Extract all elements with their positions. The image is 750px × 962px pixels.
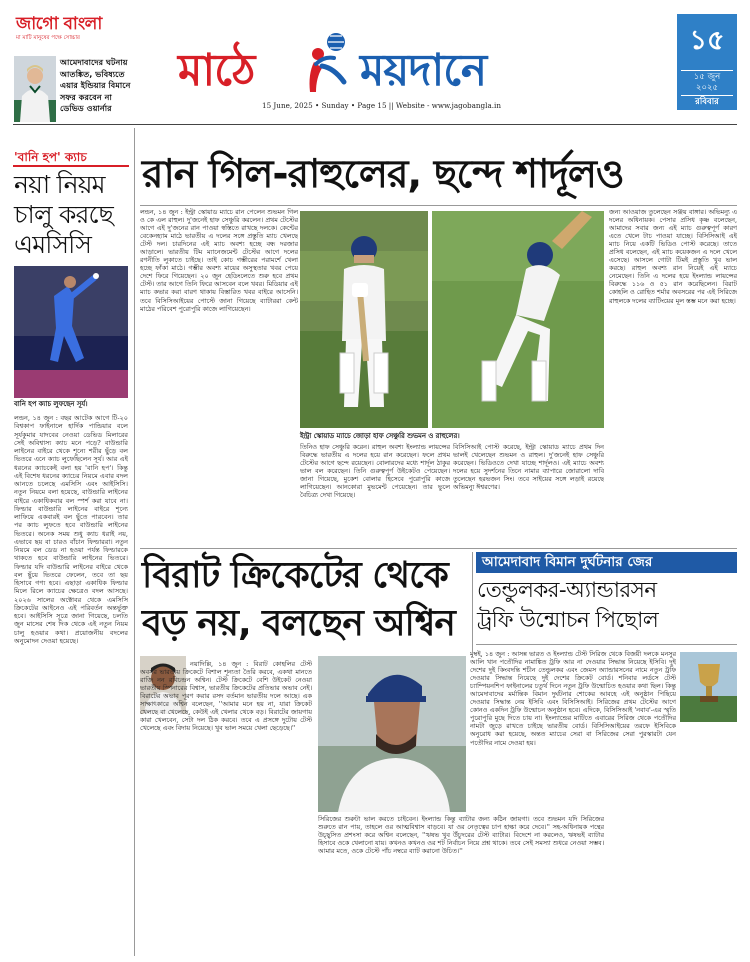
- kohli-photo: [318, 656, 466, 812]
- warner-photo: [14, 56, 56, 122]
- lead-col-photo-right: বিসিসিআই পোস্ট করেছে, ইন্ট্রা স্কোয়াড ম্যাচে প্রথম দিন ভালই খেলেছেন শুভমন ও রাহুল। দু'জনেই হাফ সেঞ্চুরি করেছেন। ভিডিওতে দেখা যাচ্ছে শার্দূলও। এই ম্যাচে অবশ্য দলের হয়ে সুদর্শনের তিনে নামার ব্যাপারে জোরালো দাবি তুলেছেন হরভজন সিং। তবে সাইয়ের সঙ্গে লড়াই রয়েছে অভিমন্যু ঈশ্বরণের।: [453, 443, 604, 492]
- third-kicker: [476, 552, 737, 573]
- surya-photo: [14, 266, 128, 398]
- third-headline-line1[interactable]: তেন্ডুলকর-অ্যান্ডারসন: [477, 578, 657, 603]
- date-line: 15 June, 2025 • Sunday • Page 15 || Website - www.jagobangla.in: [262, 101, 501, 110]
- lead-col1: লন্ডন, ১৪ জুন : ইন্ট্রা স্কোয়াড ম্যাচে রান পেলেন শুভমন গিল ও কে এল রাহুল। দু'জনেই হাফ সেঞ্চুরি করলেন। প্রথম টেস্টের আগে এই দু'জনের রান পাওয়া স্বস্তিতে রাখছে দলকে। কেন্টের বেকেনহ্যাম মাঠে ভারতীয় এ দলের সঙ্গে প্রস্তুতি ম্যাচ খেলছে টেস্ট দল। চারদিনের এই ম্যাচ অবশ্য হচ্ছে বন্ধ দরজার আড়ালে। ভারতীয় টিম ম্যানেজমেন্ট টেস্টের আগে দলের রণনীতি লুকাতে চাইছে। তাই কোচ গম্ভীরের পরামর্শে খেলা হচ্ছে ফাঁকা মাঠে। গম্ভীর অবশ্য মায়ের অসুস্থতার খবর পেয়ে দেশে ফিরে গিয়েছেন। ২০ জুন হেডিংলেতে শুরু হবে প্রথম টেস্ট। তার আগে তিনি ফিরে আসবেন বলে খবর। মিডিয়ার এই ম্যাচ কভার করা বারণ থাকায় বিস্তারিত খবর বাইরে আসেনি। তবে বিসিসিআইয়ের পোস্টে জানা গিয়েছে ব্যাটাররা কেন্ট মাঠের পরিবেশ পুরোপুরি কাজে লাগিয়েছেন।: [140, 208, 298, 313]
- second-headline-line2[interactable]: বড় নয়, বলছেন অশ্বিন: [142, 603, 455, 644]
- gill-photo: [300, 211, 428, 428]
- badge-date: ১৫ জুন ২০২৫: [693, 72, 721, 93]
- teaser-text[interactable]: আমেদাবাদের ঘটনায় আতঙ্কিত, ভবিষ্যতে এয়ার ইন্ডিয়ার বিমানে সফর করবেন না ডেভিড ওয়ার্নার: [60, 57, 131, 113]
- sidebar-headline[interactable]: নয়া নিয়ম চালু করছে এমসিসি: [14, 170, 113, 259]
- brand-logo-text: জাগো বাংলা: [16, 14, 102, 34]
- second-body-col1: নয়াদিল্লি, ১৪ জুন : বিরাট কোহলির টেস্ট অবসর ভারতীয় ক্রিকেটে বিশাল শূন্যতা তৈরি করবে, একথা মানতে রাজি নন রবিচন্দ্রন অশ্বিন। টেস্ট ক্রিকেটে বেশি উইকেট নেওয়া ভারতীয় স্পিনারের বিশ্বাস, ভারতীয় ক্রিকেটের প্রতিভার অভাব নেই। বিরাটের অভাব পূরণ করার রসদ বর্তমান ভারতীয় দলে আছে। এক সাক্ষাৎকারে অশ্বিন বলেছেন, ''আমার মনে হয় না, যারা ক্রিকেট খেলছে বা খেলেছে, কেউই এই খেলার থেকে বড়। বিরাটের জায়গায় কারা খেলবেন, সেটা দল ঠিক করবে। তবে এ প্রসঙ্গে দুটোয় টেস্ট খেলেছে এবং বিদায় নিয়েছে। খুব ভাল সময়ে খেলা ছেড়েছে।'': [140, 660, 312, 733]
- sidebar-kicker: 'বানি হপ' ক্যাচ: [14, 150, 87, 164]
- lead-col3: জন্য আওয়াজ তুলেছেন সঞ্জয় বাঙ্গার। অভিমন্যু এ দলের অধিনায়ক। পেসার প্রসিধ কৃষ্ণ বলেছেন, আমাদের সবার জন্য এই ম্যাচ গুরুত্বপূর্ণ কারণ এতে খেলে টাচ পাওয়া যাচ্ছে। বিসিসিআই এই ম্যাচ নিয়ে একটি ভিডিও পোস্ট করেছে। তাতে প্রসিধ বলেছেন, এই ম্যাচ কয়েকজন এ দলে খেলে এসেছে। আসলে গোটা টিমই প্রস্তুতি খুব ভাল করছে। রাহুল অবশ্য রান নিয়েই এই ম্যাচে নেমেছেন। তিনি এ দলের হয়ে ইংল্যান্ড লায়ন্সের বিরুদ্ধে ১১৬ ও ৫১ রান করেছিলেন। বিরাট কোহলি ও রোহিত শর্মার অবসরের পর এই সিরিজে রাহুলকে দলের ব্যাটিংয়ের মূল স্তম্ভ মনে করা হচ্ছে।: [609, 208, 737, 305]
- third-kicker-text: আমেদাবাদ বিমান দুর্ঘটনার জের: [482, 554, 653, 570]
- lead-photo-caption: ইন্ট্রা স্কোয়াড ম্যাচে জোড়া হাফ সেঞ্চুরি শুভমন ও রাহুলের।: [300, 432, 460, 440]
- badge-day: রবিবার: [695, 97, 719, 107]
- rahul-photo: [432, 211, 604, 428]
- football-player-icon: [300, 32, 356, 98]
- masthead-title-right: ময়দানে: [360, 45, 487, 96]
- sidebar-photo-caption: বানি হপ ক্যাচ লুফছেন সূর্য।: [14, 400, 88, 408]
- page-badge: [677, 14, 737, 110]
- second-headline-line1[interactable]: বিরাট ক্রিকেটের থেকে: [142, 555, 448, 596]
- sidebar-body: লন্ডন, ১৪ জুন : বছর আটেক আগে টি-২০ বিশ্বকাপ ফাইনালে হার্দিক পান্ডিয়ার বলে সূর্যকুমার যাদবের নেওয়া ডেভিড মিলারের সেই অবিশ্বাস্য ক্যাচ মনে পড়ে? বাউন্ডারি লাইনের বাইরে থেকে শূন্যে শরীর ছুঁড়ে বল ভিতরে এনে ক্যাচ লুফেছিলেন সূর্য। আর এই ধরনের ক্যাচকেই বলা হয় 'বানি হপ'। কিন্তু এই বিশেষ ধরনের ক্যাচের নিয়মে এবার বদল আনতে চলেছে এমসিসি এবং আইসিসি। নতুন নিয়মে বলা হয়েছে, বাউন্ডারি লাইনের বাইরে একাধিকবার বল স্পর্শ করা যাবে না। ফিল্ডার বাউন্ডারি লাইনের বাইরে শূন্যে লাফিয়ে একবারই বল ছুঁতে পারবেন। তার পর ক্যাচ লুফতে হবে বাউন্ডারি লাইনের ভিতরে। অনেক সময় শুধু ক্যাচ ধরাই নয়, এভাবে ছয় বা চারও বাঁচান ফিল্ডাররা। নতুন নিয়মে বল ডেড না হওয়া পর্যন্ত ফিল্ডারকে থাকতে হবে বাউন্ডারি লাইনের ভিতরে। ফিল্ডার যদি বাউন্ডারি লাইনের বাইরে থেকে বল ছুঁয়ে ভিতরে ফেলেন, তবে তা ছয় হিসাবে গণ্য হবে। এছাড়া একাধিক ফিল্ডার মিলে রিলে ক্যাচের ক্ষেত্রেও বদল আসছে। ২০২৬ সালের অক্টোবর থেকে এমসিসি ক্রিকেটের আইনেও এই পরিবর্তন অন্তর্ভুক্ত হবে। আইসিসি সূত্রে জানা গিয়েছে, চলতি জুন মাসের শেষ দিক থেকে এই নতুন নিয়ম চালু হওয়ার কথা। প্রয়োজনীয় বদলের অনুমোদন দেওয়া হয়েছে।: [14, 414, 128, 645]
- third-headline-line2[interactable]: ট্রফি উন্মোচন পিছোল: [477, 608, 659, 633]
- brand-tagline: মা মাটি মানুষের পক্ষে সোচ্চার: [16, 35, 80, 41]
- masthead-title-left: মাঠে: [178, 45, 255, 96]
- third-body: মুম্বই, ১৪ জুন : আসন্ন ভারত ও ইংল্যান্ড টেস্ট সিরিজ থেকে বিজয়ী দলকে মনসুর আলি খান পতৌদির নামাঙ্কিত ট্রফি আর না দেওয়ার সিদ্ধান্ত নিয়েছে ইসিবি। দুই দেশের দুই কিংবদন্তি শচীন তেন্ডুলকর এবং জেমস অ্যান্ডারসনের নামে নতুন ট্রফি দেওয়ার সিদ্ধান্ত নিয়েছে দুই দেশের ক্রিকেট বোর্ড। শনিবার লর্ডসে টেস্ট চ্যাম্পিয়নশিপ ফাইনালের চতুর্থ দিনে নতুন ট্রফি উন্মোচিত হওয়ার কথা ছিল। কিন্তু আমেদাবাদের মর্মান্তিক বিমান দুর্ঘটনার শোকের আবহে এই অনুষ্ঠান পিছিয়ে দেওয়ার সিদ্ধান্ত নেয় ইসিবি এবং বিসিসিআই। সিরিজের প্রথম টেস্টের আগে কোনও একদিন ট্রফি উন্মোচন অনুষ্ঠান হবে। এদিকে, বিসিসিআই 'নবাব'-এর স্মৃতি পুরোপুরি মুছে দিতে চায় না। ইংল্যান্ডের মাটিতে এবারের সিরিজ থেকে পতৌদির নামটা জুড়ে রাখতে চাইছে ভারতীয় বোর্ড। বিসিসিআইয়ের তরফে ইসিবিকে অনুরোধ করা হয়েছে, অন্তত ম্যাচের সেরা বা সিরিজের সেরা পুরস্কারটা যেন পতৌদির নামে দেওয়া হয়।: [470, 650, 676, 747]
- lead-headline[interactable]: রান গিল-রাহুলের, ছন্দে শার্দূলও: [142, 152, 624, 197]
- trophy-photo: [680, 652, 737, 722]
- second-body-col2: সিরিজের শুরুটা ভাল করতে চাইবেন। ইংল্যান্ড কিন্তু ব্যাটার জন্য কঠিন জায়গা। তবে শুভমন যদি সিরিজের শুরুতে রান পায়, তাহলে ওর আত্মবিশ্বাস বাড়বে। যা ওর নেতৃত্বের চাপ হাল্কা করে দেবে।'' সহ-অধিনায়ক পন্থের উচ্ছ্বসিত প্রশংসা করে অশ্বিন বলেছেন, ''ঋষভ খুব উঁচুদরের টেস্ট ব্যাটার। বিদেশে না করলেও, ঋষভই ব্যাটার হিসাবে ওকে খেলানো যায়। কখনও কখনও ওর শট নির্বাচন নিয়ে প্রশ্ন থাকে। তবে সেই সমস্যা শুধরে নেওয়া সম্ভব। আমার মতে, ওকে টেস্টে পাঁচ নম্বরে ব্যাট করানো উচিত।'': [318, 815, 604, 856]
- page-number: ১৫: [689, 25, 725, 56]
- lead-col-photo-left: তিনিও হাফ সেঞ্চুরি করেন। রাহুল অবশ্য ইংল্যান্ড লায়ন্সের বিরুদ্ধে ভারতীয় এ দলের হয়ে রান করেছেন। ফলে প্রথম টেস্টের আগে ছন্দে রয়েছেন। বোলারদের মধ্যে শার্দূল ঠাকুর ভাল বল করেছেন। তিনি গুরুত্বপূর্ণ উইকেটও পেয়েছেন। জানা গিয়েছে, মুকেশ বোলার হিসেবে পুরোপুরি কাজে লাগিয়েছেন। আনকোরা মুভমেন্ট পেয়েছেন। তার ভুলে বৈচিত্র্য দেখা গিয়েছে।: [300, 443, 450, 500]
- masthead-title: [178, 32, 648, 102]
- brand-logo: [16, 14, 126, 54]
